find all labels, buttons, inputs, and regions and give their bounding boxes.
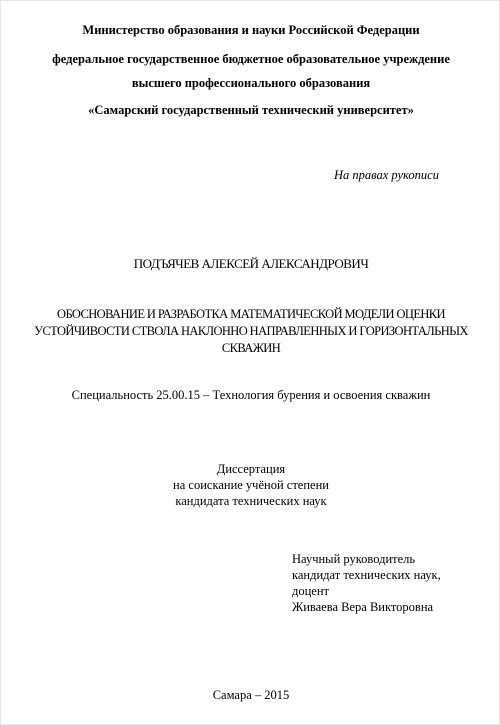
advisor-title: Научный руководитель — [292, 552, 416, 566]
manuscript-rights-note: На правах рукописи — [334, 168, 439, 182]
advisor-rank: доцент — [292, 584, 329, 598]
city-year: Самара – 2015 — [212, 688, 290, 702]
author-name: ПОДЪЯЧЕВ АЛЕКСЕЙ АЛЕКСАНДРОВИЧ — [133, 256, 369, 271]
dissertation-title-line-2: УСТОЙЧИВОСТИ СТВОЛА НАКЛОННО НАПРАВЛЕННЫХ И ГОРИЗОНТАЛЬНЫХ — [34, 324, 468, 338]
degree-name: кандидата технических наук — [175, 494, 327, 508]
institution-line-1: федеральное государственное бюджетное образовательное учреждение — [52, 52, 450, 66]
advisor-name: Живаева Вера Викторовна — [292, 600, 434, 614]
dissertation-title-line-1: ОБОСНОВАНИЕ И РАЗРАБОТКА МАТЕМАТИЧЕСКОЙ МОДЕЛИ ОЦЕНКИ — [57, 307, 445, 321]
specialty-line: Специальность 25.00.15 – Технология бурения и освоения скважин — [71, 388, 431, 402]
university-name: «Самарский государственный технический университет» — [88, 103, 414, 117]
dissertation-title-line-3: СКВАЖИН — [221, 341, 281, 355]
advisor-degree: кандидат технических наук, — [292, 568, 441, 582]
ministry-heading: Министерство образования и науки Российской Федерации — [82, 23, 420, 37]
degree-purpose: на соискание учёной степени — [173, 478, 329, 492]
dissertation-label: Диссертация — [216, 462, 286, 476]
institution-line-2: высшего профессионального образования — [131, 76, 371, 90]
